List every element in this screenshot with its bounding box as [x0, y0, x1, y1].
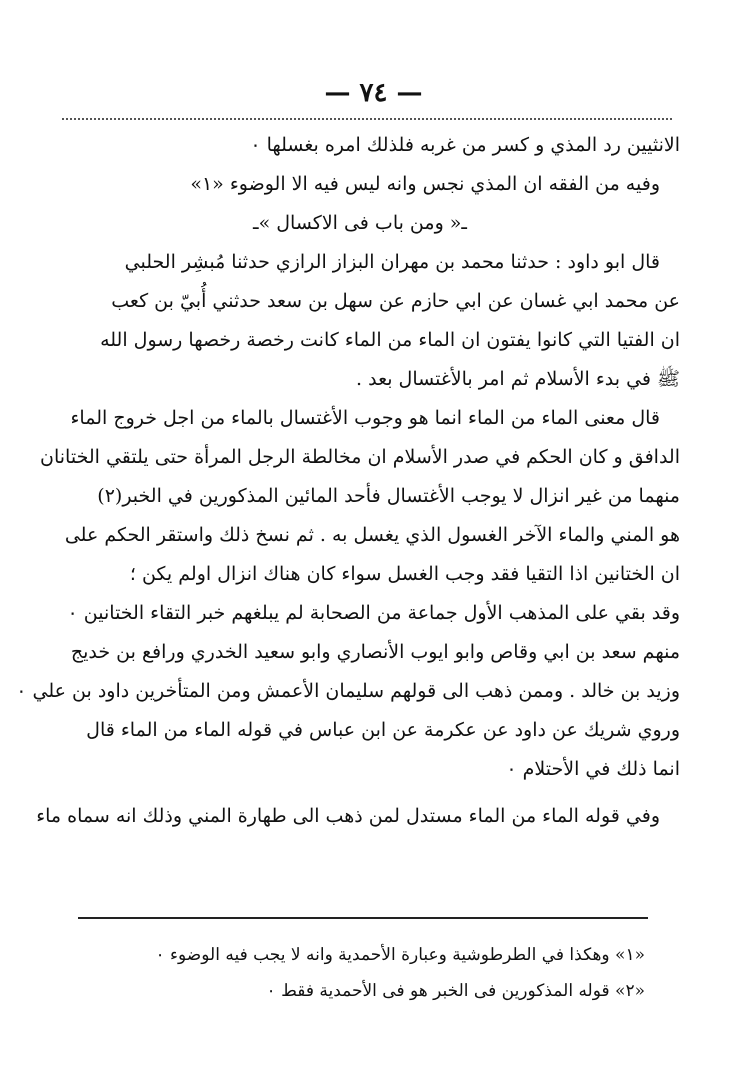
- text-line: وفيه من الفقه ان المذي نجس وانه ليس فيه الا الوضوء «١»: [190, 173, 660, 195]
- footnote-divider: [78, 917, 648, 919]
- footnote-1: «١» وهكذا في الطرطوشية وعبارة الأحمدية وانه لا يجب فيه الوضوء ٠: [155, 945, 645, 965]
- text-line: وزيد بن خالد . وممن ذهب الى قولهم سليمان الأعمش ومن المتأخرين داود بن علي ٠: [16, 680, 680, 702]
- text-line: قال معنى الماء من الماء انما هو وجوب الأغتسال بالماء من اجل خروج الماء: [70, 407, 660, 429]
- chapter-heading: ـ« ومن باب فى الاكسال »ـ: [253, 212, 467, 234]
- text-line: قال ابو داود : حدثنا محمد بن مهران البزاز الرازي حدثنا مُبشِر الحلبي: [124, 251, 660, 273]
- text-line: منهما من غير انزال لا يوجب الأغتسال فأحد المائين المذكورين في الخبر(٢): [97, 485, 680, 507]
- text-line: ان الختانين اذا التقيا فقد وجب الغسل سواء كان هناك انزال اولم يكن ؛: [129, 563, 680, 585]
- text-line: وروي شريك عن داود عن عكرمة عن ابن عباس في قوله الماء من الماء قال: [86, 719, 680, 741]
- text-line: انما ذلك في الأحتلام ٠: [506, 758, 680, 780]
- text-line: ﷺ في بدء الأسلام ثم امر بالأغتسال بعد .: [356, 368, 680, 390]
- paragraph-gap: [40, 789, 680, 797]
- text-line: الانثيين رد المذي و كسر من غربه فلذلك امره بغسلها ٠: [250, 134, 680, 156]
- main-text: [16, 126, 680, 836]
- footnotes: [80, 937, 645, 1009]
- text-line: وقد بقي على المذهب الأول جماعة من الصحابة لم يبلغهم خبر التقاء الختانين ٠: [67, 602, 680, 624]
- text-line: وفي قوله الماء من الماء مستدل لمن ذهب الى طهارة المني وذلك انه سماه ماء: [36, 805, 660, 827]
- text-line: عن محمد ابي غسان عن ابي حازم عن سهل بن سعد حدثني أُبيّ بن كعب: [111, 290, 680, 312]
- page-number: — ٧٤ —: [324, 78, 423, 108]
- text-line: ان الفتيا التي كانوا يفتون ان الماء من الماء كانت رخصة رخصها رسول الله: [100, 329, 680, 351]
- text-line: هو المني والماء الآخر الغسول الذي يغسل به . ثم نسخ ذلك واستقر الحكم على: [64, 524, 680, 546]
- footnote-2: «٢» قوله المذكورين فى الخبر هو فى الأحمدية فقط ٠: [266, 981, 645, 1001]
- text-line: منهم سعد بن ابي وقاص وابو ايوب الأنصاري وابو سعيد الخدري ورافع بن خديج: [70, 641, 680, 663]
- text-line: الدافق و كان الحكم في صدر الأسلام ان مخالطة الرجل المرأة حتى يلتقي الختانان: [40, 446, 680, 468]
- header-dotted-rule: [62, 118, 672, 120]
